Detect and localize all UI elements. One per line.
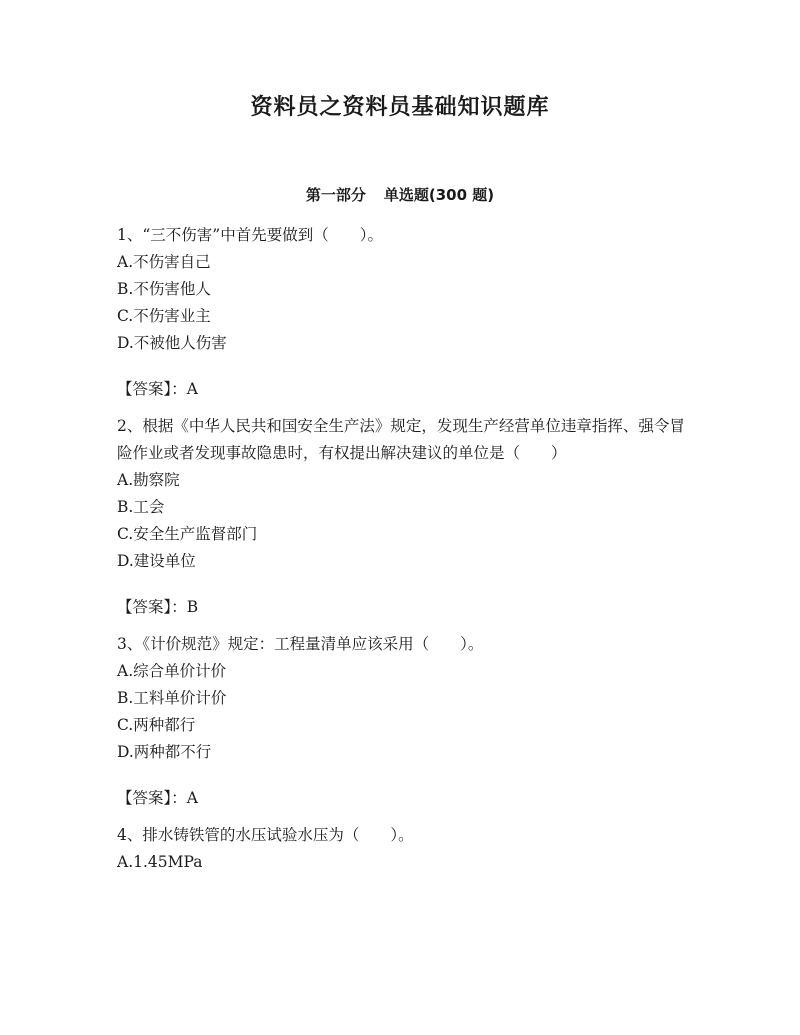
option-c: C.安全生产监督部门 [117,525,258,543]
question-stem: 2、根据《中华人民共和国安全生产法》规定，发现生产经营单位违章指挥、强令冒险作业或者发现事故隐患时，有权提出解决建议的单位是（ ） [117,417,685,462]
option-b: B.工会 [117,498,165,516]
option-c: C.不伤害业主 [117,307,211,325]
option-b: B.工料单价计价 [117,689,227,707]
answer-label: 【答案】： [117,598,187,616]
question-1 [117,222,687,403]
answer-line [117,785,687,812]
option-a: A.综合单价计价 [117,662,227,680]
answer-value: A [186,380,198,398]
option-a: A.不伤害自己 [117,253,211,271]
answer-label: 【答案】： [117,789,187,807]
question-2 [117,413,687,621]
question-4 [117,822,687,876]
answer-label: 【答案】： [117,380,187,398]
option-d: D.两种都不行 [117,743,212,761]
question-3 [117,631,687,812]
section-heading [0,182,800,208]
answer-value: A [186,789,198,807]
option-b: B.不伤害他人 [117,280,211,298]
answer-line [117,594,687,621]
option-c: C.两种都行 [117,716,196,734]
option-a: A.勘察院 [117,471,180,489]
option-d: D.建设单位 [117,552,196,570]
answer-value: B [186,598,199,616]
section-name: 单选题(300 题) [383,186,495,204]
question-list [117,222,687,876]
question-stem: 4、排水铸铁管的水压试验水压为（ ）。 [117,826,414,844]
option-d: D.不被他人伤害 [117,334,227,352]
section-part: 第一部分 [305,186,366,204]
question-stem: 3、《计价规范》规定：工程量清单应该采用（ ）。 [117,635,484,653]
option-a: A.1.45MPa [117,853,203,871]
answer-line [117,376,687,403]
document-title: 资料员之资料员基础知识题库 [250,95,550,120]
question-stem: 1、“三不伤害”中首先要做到（ ）。 [117,226,383,244]
